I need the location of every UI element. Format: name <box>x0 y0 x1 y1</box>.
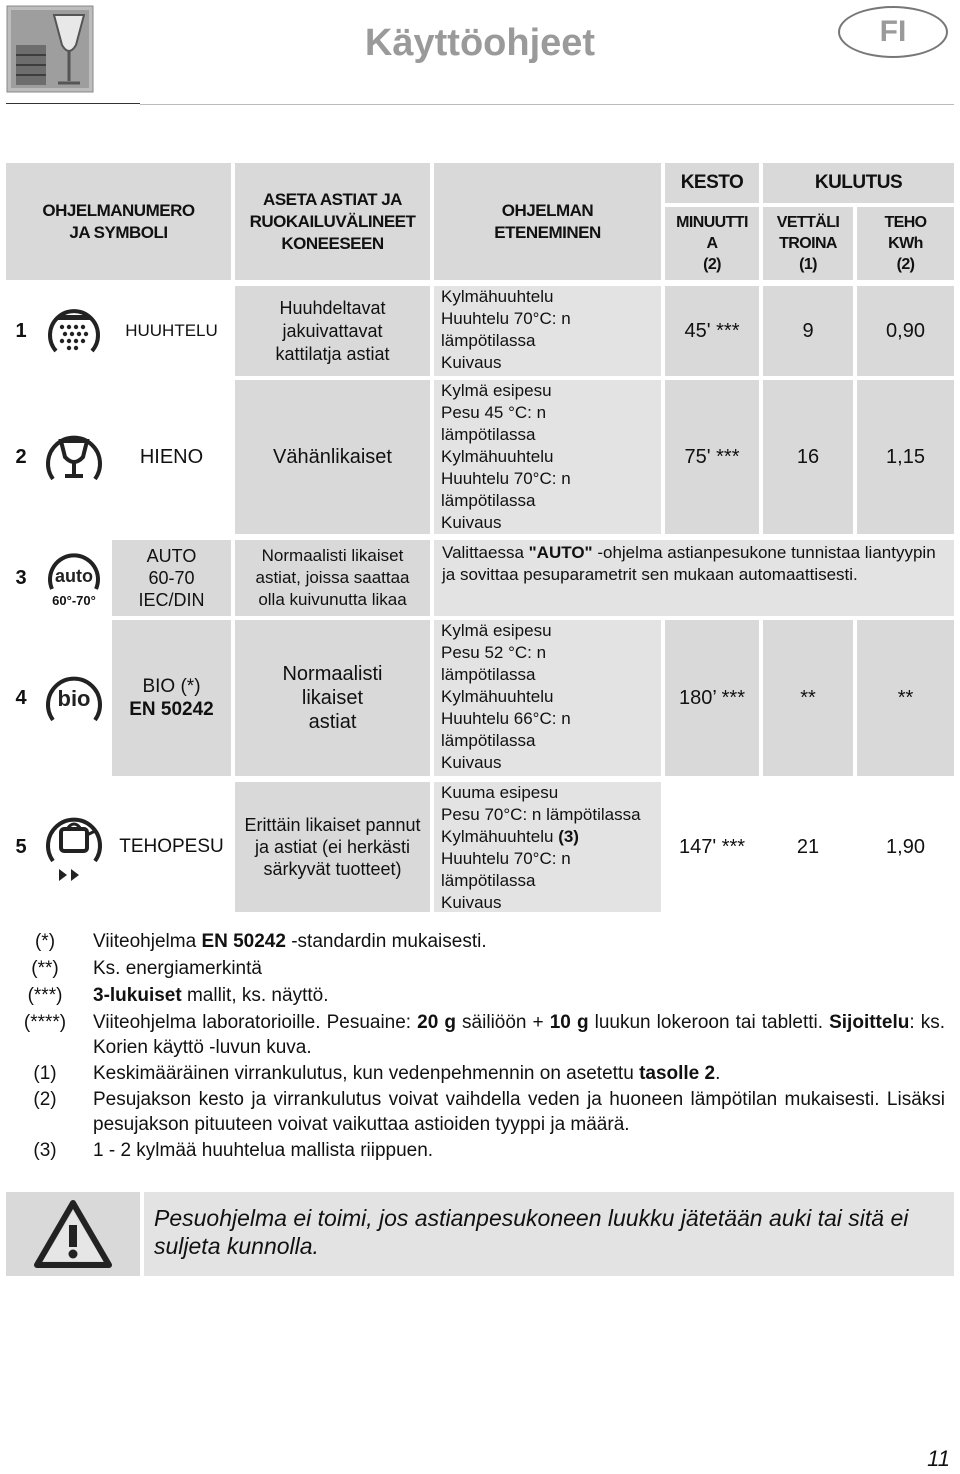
row5-step: Huuhtelu 70°C: n <box>441 849 571 868</box>
row3-number: 3 <box>6 540 36 616</box>
row3-auto-note <box>434 540 954 616</box>
col-header-progress-label: OHJELMAN ETENEMINEN <box>494 200 601 242</box>
row3-name-line: 60-70 <box>148 568 195 588</box>
row2-power: 1,15 <box>857 380 954 534</box>
row1-power: 0,90 <box>857 286 954 376</box>
row1-water: 9 <box>763 286 853 376</box>
row3-name <box>112 540 231 616</box>
row1-step: Kylmähuuhtelu <box>441 287 554 306</box>
col-header-water-label: VETTÄLI TROINA <box>776 214 840 252</box>
row5-load-label: Erittäin likaiset pannut ja astiat (ei herkästi särkyvät tuotteet) <box>244 815 421 879</box>
footnote-text <box>93 1010 945 1060</box>
col-header-progress <box>434 163 661 280</box>
col-header-minutes <box>665 207 759 280</box>
footnote-part: Keskimääräinen virrankulutus, kun vedenpehmennin on asetettu <box>93 1063 640 1084</box>
col-header-duration-label: KESTO <box>680 172 744 193</box>
footnote-part: 10 g <box>549 1012 589 1033</box>
page-number: 11 <box>927 1446 950 1471</box>
row2-step: Huuhtelu 70°C: n <box>441 469 571 488</box>
row5-name <box>112 782 231 912</box>
row5-step: lämpötilassa <box>441 871 536 890</box>
rinse-program-icon <box>40 286 108 376</box>
row5-water: 21 <box>763 782 853 912</box>
footnote-mark: (2) <box>33 1089 57 1110</box>
row1-load <box>235 286 430 376</box>
footnote-part: Viiteohjelma laboratorioille. Pesuaine: <box>93 1012 418 1033</box>
row2-duration: 75' *** <box>665 380 759 534</box>
footnote-text <box>93 956 945 981</box>
language-badge-label: FI <box>879 15 907 48</box>
footnote-text <box>93 983 945 1008</box>
footnote-part: Viiteohjelma <box>93 931 202 952</box>
col-header-power-label: TEHO KWh <box>884 214 927 252</box>
row5-steps <box>434 782 661 912</box>
row5-load <box>235 782 430 912</box>
warning-box <box>144 1192 954 1276</box>
row1-step: Kuivaus <box>441 353 502 372</box>
col-header-power-note: (2) <box>896 256 915 273</box>
row1-name <box>112 286 231 376</box>
row5-duration: 147' *** <box>665 782 759 912</box>
row2-water: 16 <box>763 380 853 534</box>
footnote-mark: (****) <box>23 1012 67 1033</box>
row2-load-label: Vähänlikaiset <box>273 445 392 468</box>
page-title: Käyttöohjeet <box>364 22 596 64</box>
warning-text: Pesuohjelma ei toimi, jos astianpesukoneen luukku jätetään auki tai sitä ei suljeta kunnolla. <box>154 1205 909 1259</box>
row4-duration: 180’ *** <box>665 620 759 776</box>
row5-step: Pesu 70°C: n lämpötilassa <box>441 805 641 824</box>
row2-step: Pesu 45 °C: n <box>441 403 547 422</box>
row3-load <box>235 540 430 616</box>
footnote-part: 20 g <box>417 1012 456 1033</box>
row4-step: Pesu 52 °C: n <box>441 643 547 662</box>
bio-program-icon <box>40 620 108 776</box>
row4-load <box>235 620 430 776</box>
row4-step: lämpötilassa <box>441 665 536 684</box>
header-rule-left <box>6 103 140 104</box>
row2-step: lämpötilassa <box>441 425 536 444</box>
col-header-program-label: OHJELMANUMERO JA SYMBOLI <box>42 200 195 242</box>
row2-step: Kuivaus <box>441 513 502 532</box>
row5-step: Kuivaus <box>441 893 502 912</box>
col-header-duration <box>665 163 759 203</box>
row5-step-note: (3) <box>558 827 579 846</box>
row2-steps <box>434 380 661 534</box>
footnote-mark: (**) <box>31 958 59 979</box>
row1-name-label: HUUHTELU <box>125 321 218 340</box>
row4-number: 4 <box>6 620 36 776</box>
col-header-program <box>6 163 231 280</box>
footnote-mark: (*) <box>34 931 56 952</box>
footnote-part: Ks. energiamerkintä <box>93 958 262 979</box>
row2-step: Kylmähuuhtelu <box>441 447 554 466</box>
row3-name-line: AUTO <box>146 546 197 566</box>
col-header-consumption <box>763 163 954 203</box>
row3-load-label: Normaalisti likaiset astiat, joissa saattaa olla kuivunutta likaa <box>255 546 410 609</box>
row4-name <box>112 620 231 776</box>
footnote-text <box>93 1138 945 1163</box>
row4-water: ** <box>763 620 853 776</box>
footnote-part: 3-lukuiset <box>93 985 182 1006</box>
footnote-part: säiliöön + <box>455 1012 550 1033</box>
row5-name-label: TEHOPESU <box>119 836 224 857</box>
col-header-load <box>235 163 430 280</box>
col-header-consumption-label: KULUTUS <box>814 172 903 193</box>
warning-triangle-icon <box>33 1199 113 1269</box>
col-header-water <box>763 207 853 280</box>
delicate-glass-icon <box>40 380 108 534</box>
footnote-part: . <box>715 1063 721 1084</box>
col-header-load-label: ASETA ASTIAT JA RUOKAILUVÄLINEET KONEESEEN <box>249 189 416 253</box>
auto-note-text: Valittaessa <box>442 543 529 562</box>
auto-note-text: -ohjelma astianpesukone tunnistaa liantyypin ja sovittaa pesuparametrit sen mukaan automaattisesti. <box>442 543 936 584</box>
footnote-mark: (***) <box>27 985 63 1006</box>
row3-name-line: IEC/DIN <box>138 590 205 610</box>
auto-icon-sublabel: 60°-70° <box>52 592 96 608</box>
footnote-mark: (3) <box>33 1140 57 1161</box>
footnote-part: Pesujakson kesto ja virrankulutus voivat vaihdella veden ja huoneen lämpötilan mukaisesti. Lisäksi pesujakson pituuteen voivat vaikuttaa astioiden tyyppi ja määrä. <box>93 1089 945 1135</box>
row2-name <box>112 380 231 534</box>
footnote-part: luukun lokeroon tai tabletti. <box>588 1012 830 1033</box>
footnote-mark: (1) <box>33 1063 57 1084</box>
row5-power: 1,90 <box>857 782 954 912</box>
footnote-part: tasolle 2 <box>639 1063 716 1084</box>
col-header-water-note: (1) <box>799 256 817 273</box>
row1-steps <box>434 286 661 376</box>
header-rule <box>140 104 954 105</box>
row2-name-label: HIENO <box>139 445 204 468</box>
col-header-minutes-label: MINUUTTI A <box>676 214 748 252</box>
auto-note-emphasis: "AUTO" <box>528 543 593 562</box>
row4-name-line: BIO (*) <box>142 676 201 697</box>
row4-load-label: Normaalisti likaiset astiat <box>282 663 383 733</box>
row2-load <box>235 380 430 534</box>
col-header-minutes-note: (2) <box>703 256 721 273</box>
row4-step: Kylmähuuhtelu <box>441 687 554 706</box>
row4-step: lämpötilassa <box>441 731 536 750</box>
auto-program-icon <box>40 540 108 616</box>
row1-number: 1 <box>6 286 36 376</box>
row4-name-standard: EN 50242 <box>129 699 214 720</box>
footnote-part: mallit, ks. näyttö. <box>181 985 329 1006</box>
footnote-part: 1 - 2 kylmää huuhtelua mallista riippuen. <box>93 1140 434 1161</box>
intensive-pot-icon <box>40 782 108 912</box>
row5-step-text: Kylmähuuhtelu <box>441 827 559 846</box>
row2-step: lämpötilassa <box>441 491 536 510</box>
footnote-part: Sijoittelu <box>829 1012 910 1033</box>
row1-load-label: Huuhdeltavat jakuivattavat kattilatja astiat <box>275 297 390 364</box>
row2-step: Kylmä esipesu <box>441 381 552 400</box>
row1-step: Huuhtelu 70°C: n <box>441 309 571 328</box>
row5-step <box>441 826 661 848</box>
language-badge <box>838 6 948 58</box>
bio-icon-label: bio <box>57 686 91 711</box>
footnote-part: : ks. Korien käyttö -luvun kuva. <box>93 1012 945 1058</box>
row5-number: 5 <box>6 782 36 912</box>
row4-power: ** <box>857 620 954 776</box>
footnote-part: -standardin mukaisesti. <box>285 931 487 952</box>
col-header-power <box>857 207 954 280</box>
footnote-text <box>93 929 945 954</box>
auto-icon-label: auto <box>55 565 93 586</box>
footnote-text <box>93 1061 945 1086</box>
row4-step: Kuivaus <box>441 753 502 772</box>
footnote-text <box>93 1087 945 1137</box>
footnote-part: EN 50242 <box>201 931 286 952</box>
row2-number: 2 <box>6 380 36 534</box>
row4-step: Kylmä esipesu <box>441 621 552 640</box>
row1-step: lämpötilassa <box>441 331 536 350</box>
row4-step: Huuhtelu 66°C: n <box>441 709 571 728</box>
row5-step: Kuuma esipesu <box>441 783 559 802</box>
row4-steps <box>434 620 661 776</box>
warning-icon-box <box>6 1192 140 1276</box>
row1-duration: 45' *** <box>665 286 759 376</box>
